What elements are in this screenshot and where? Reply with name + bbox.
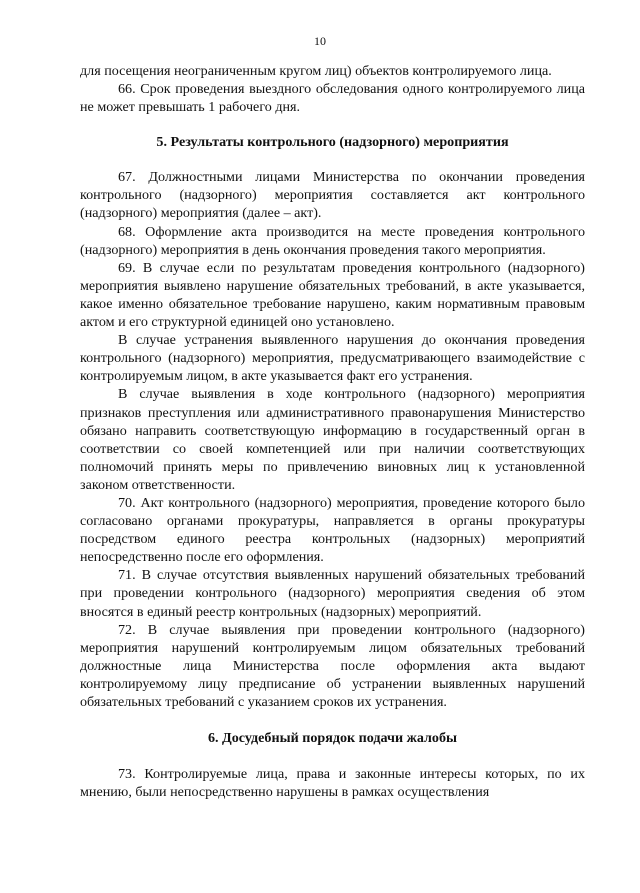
section-5-heading: 5. Результаты контрольного (надзорного) мероприятия: [156, 134, 509, 151]
paragraph-70: 70. Акт контрольного (надзорного) мероприятия, проведение которого было согласовано органами прокуратуры, направляется в органы прокуратуры посредством единого реестра контрольных (надзорных) мероприятий непосредственно после его оформления.: [80, 494, 585, 566]
paragraph-69-crime-signs: В случае выявления в ходе контрольного (надзорного) мероприятия признаков преступления или административного правонарушения Министерство обязано направить соответствующую информацию в государственный орган в соответствии со своей компетенцией или при наличии соответствующих полномочий принять меры по привлечению виновных лиц к установленной законом ответственности.: [80, 386, 585, 493]
paragraph-continued: для посещения неограниченным кругом лиц) объектов контролируемого лица.: [80, 63, 552, 79]
paragraph-66: 66. Срок проведения выездного обследования одного контролируемого лица не может превышать 1 рабочего дня.: [80, 81, 585, 116]
paragraph-68: 68. Оформление акта производится на месте проведения контрольного (надзорного) мероприятия в день окончания проведения такого мероприятия.: [80, 223, 585, 258]
document-body: [80, 62, 585, 801]
paragraph-73: 73. Контролируемые лица, права и законные интересы которых, по их мнению, были непосредственно нарушены в рамках осуществления: [80, 766, 585, 801]
paragraph-67: 67. Должностными лицами Министерства по окончании проведения контрольного (надзорного) мероприятия составляется акт контрольного (надзорного) мероприятия (далее – акт).: [80, 169, 585, 222]
page-number: 10: [314, 34, 326, 48]
paragraph-72: 72. В случае выявления при проведении контрольного (надзорного) мероприятия нарушений контролируемым лицом обязательных требований должностные лица Министерства после оформления акта выдают контролируемому лицу предписание об устранении выявленных нарушений обязательных требований с указанием сроков их устранения.: [80, 621, 585, 710]
paragraph-69: 69. В случае если по результатам проведения контрольного (надзорного) мероприятия выявлено нарушение обязательных требований, в акте указывается, какое именно обязательное требование нарушено, каким нормативным правовым актом и его структурной единицей оно установлено.: [80, 259, 585, 331]
paragraph-71: 71. В случае отсутствия выявленных нарушений обязательных требований при проведении контрольного (надзорного) мероприятия сведения об этом вносятся в единый реестр контрольных (надзорных) мероприятий.: [80, 567, 585, 620]
section-6-heading: 6. Досудебный порядок подачи жалобы: [207, 730, 458, 747]
paragraph-69-violation-fixed: В случае устранения выявленного нарушения до окончания проведения контрольного (надзорного) мероприятия, предусматривающего взаимодействие с контролируемым лицом, в акте указывается факт его устранения.: [80, 332, 585, 385]
